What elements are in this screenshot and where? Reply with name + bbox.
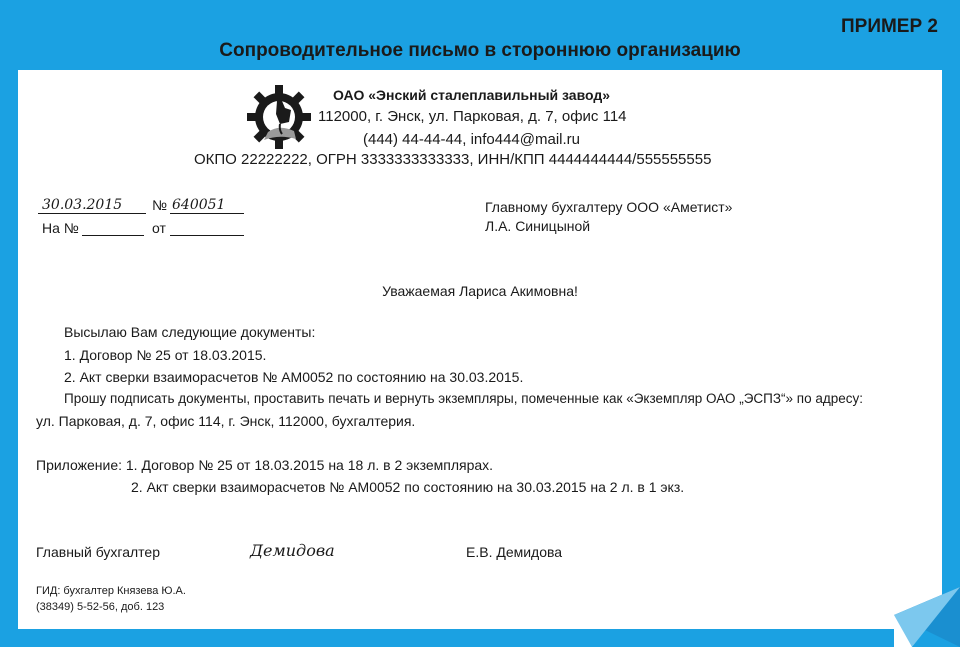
executor-name: ГИД: бухгалтер Князева Ю.А. <box>36 585 186 597</box>
document-title: Сопроводительное письмо в стороннюю организацию <box>219 40 741 61</box>
addressee-position: Главному бухгалтеру ООО «Аметист» <box>485 199 733 215</box>
addressee-name: Л.А. Синицыной <box>485 218 591 234</box>
document-item-1: 1. Договор № 25 от 18.03.2015. <box>64 347 267 363</box>
attachment-item-2: 2. Акт сверки взаиморасчетов № АМ0052 по состоянию на 30.03.2015 на 2 л. в 1 экз. <box>131 479 685 495</box>
company-name: ОАО «Энский сталеплавильный завод» <box>333 87 611 103</box>
greeting: Уважаемая Лариса Акимовна! <box>382 283 578 299</box>
request-text-line-1: Прошу подписать документы, проставить печать и вернуть экземпляры, помеченные как «Экземпляр ОАО „ЭСПЗ“» по адресу: <box>64 391 864 406</box>
attachment-item-1: Приложение: 1. Договор № 25 от 18.03.2015 на 18 л. в 2 экземплярах. <box>36 457 494 473</box>
reply-date-underline <box>170 235 244 236</box>
example-label: ПРИМЕР 2 <box>840 16 938 37</box>
date-underline <box>38 213 146 214</box>
signer-name: Е.В. Демидова <box>466 544 563 560</box>
company-registration: ОКПО 22222222, ОГРН 3333333333333, ИНН/КПП 4444444444/555555555 <box>194 151 712 168</box>
reply-number-underline <box>82 235 144 236</box>
signer-position: Главный бухгалтер <box>36 544 160 560</box>
handwritten-signature: Демидова <box>250 541 335 560</box>
request-text-line-2: ул. Парковая, д. 7, офис 114, г. Энск, 112000, бухгалтерия. <box>36 413 416 429</box>
page-curl-corner <box>894 587 960 647</box>
reply-from-label: от <box>152 220 166 236</box>
document-item-2: 2. Акт сверки взаиморасчетов № АМ0052 по состоянию на 30.03.2015. <box>64 369 524 385</box>
number-value: 640051 <box>172 197 226 213</box>
number-label: № <box>152 197 168 213</box>
company-logo-icon <box>246 84 312 150</box>
date-value: 30.03.2015 <box>42 197 123 213</box>
intro-text: Высылаю Вам следующие документы: <box>64 324 316 340</box>
executor-phone: (38349) 5-52-56, доб. 123 <box>36 601 165 613</box>
company-contacts: (444) 44-44-44, info444@mail.ru <box>363 131 581 148</box>
number-underline <box>170 213 244 214</box>
reply-number-label: На № <box>42 220 79 236</box>
company-address: 112000, г. Энск, ул. Парковая, д. 7, офис 114 <box>318 108 627 125</box>
